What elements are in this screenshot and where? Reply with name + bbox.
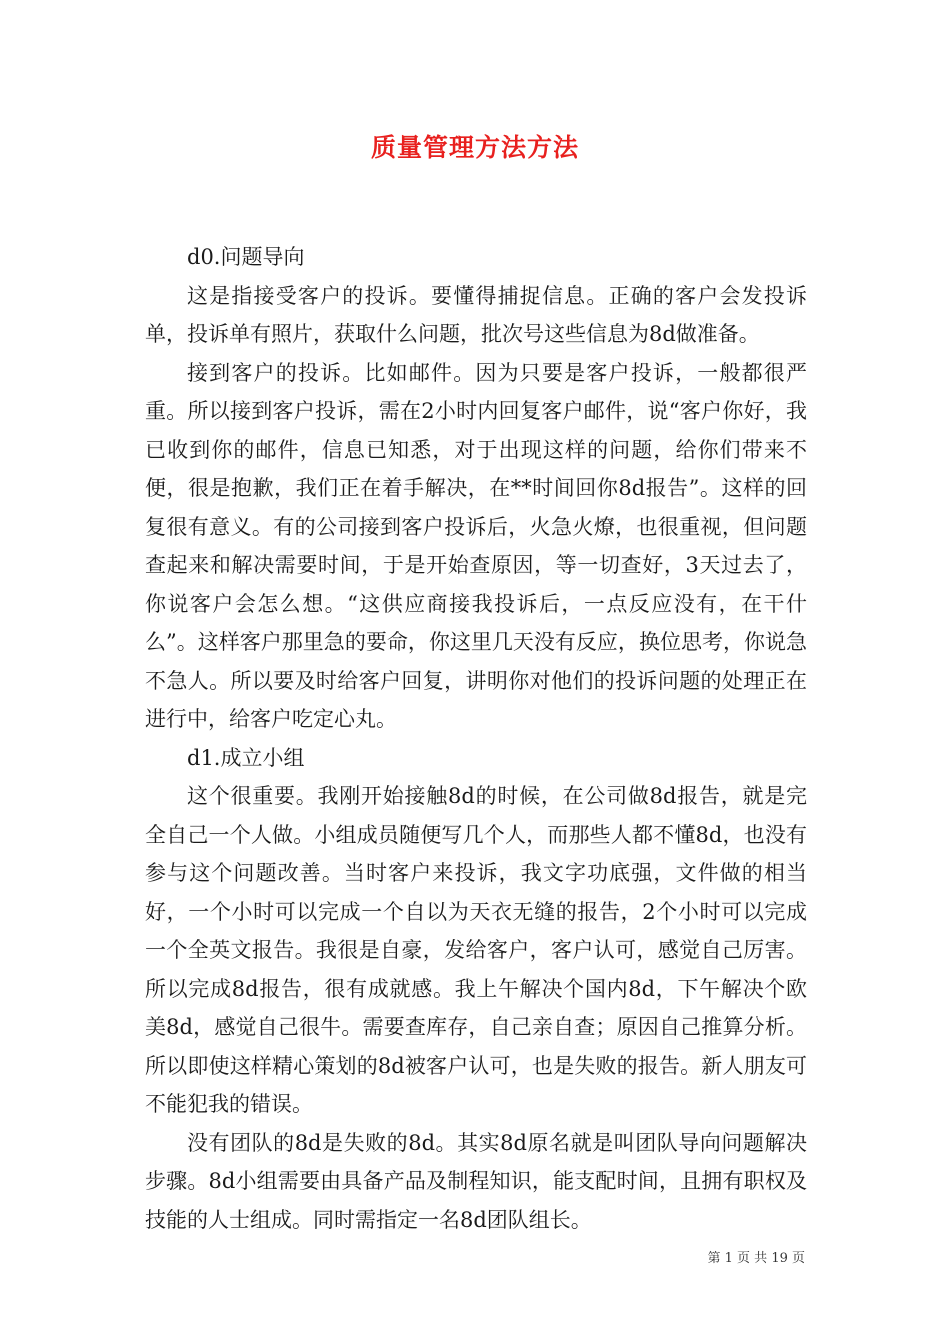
paragraph: 这是指接受客户的投诉。要懂得捕捉信息。正确的客户会发投诉单，投诉单有照片，获取什么问题，批次号这些信息为8d做准备。	[145, 283, 807, 346]
document-title: 质量管理方法方法	[370, 133, 579, 162]
page-number-footer: 第 1 页 共 19 页	[707, 1251, 805, 1266]
paragraph: 没有团队的8d是失败的8d。其实8d原名就是叫团队导向问题解决步骤。8d小组需要由具备产品及制程知识，能支配时间，且拥有职权及技能的人士组成。同时需指定一名8d团队组长。	[145, 1130, 807, 1232]
document-body	[145, 238, 807, 1239]
paragraph: 这个很重要。我刚开始接触8d的时候，在公司做8d报告，就是完全自己一个人做。小组成员随便写几个人，而那些人都不懂8d，也没有参与这个问题改善。当时客户来投诉，我文字功底强，文件做的相当好，一个小时可以完成一个自以为天衣无缝的报告，2个小时可以完成一个全英文报告。我很是自豪，发给客户，客户认可，感觉自己厉害。所以完成8d报告，很有成就感。我上午解决个国内8d，下午解决个欧美8d，感觉自己很牛。需要查库存，自己亲自查；原因自己推算分析。所以即使这样精心策划的8d被客户认可，也是失败的报告。新人朋友可不能犯我的错误。	[145, 784, 807, 1116]
section-heading-d1: d1.成立小组	[187, 745, 305, 770]
section-heading-d0: d0.问题导向	[187, 245, 305, 269]
paragraph: 接到客户的投诉。比如邮件。因为只要是客户投诉，一般都很严重。所以接到客户投诉，需在2小时内回复客户邮件，说“客户你好，我已收到你的邮件，信息已知悉，对于出现这样的问题，给你们带来不便，很是抱歉，我们正在着手解决，在**时间回你8d报告”。这样的回复很有意义。有的公司接到客户投诉后，火急火燎，也很重视，但问题查起来和解决需要时间，于是开始查原因，等一切查好，3天过去了，你说客户会怎么想。“这供应商接我投诉后，一点反应没有，在干什么”。这样客户那里急的要命，你这里几天没有反应，换位思考，你说急不急人。所以要及时给客户回复，讲明你对他们的投诉问题的处理正在进行中，给客户吃定心丸。	[145, 360, 807, 731]
